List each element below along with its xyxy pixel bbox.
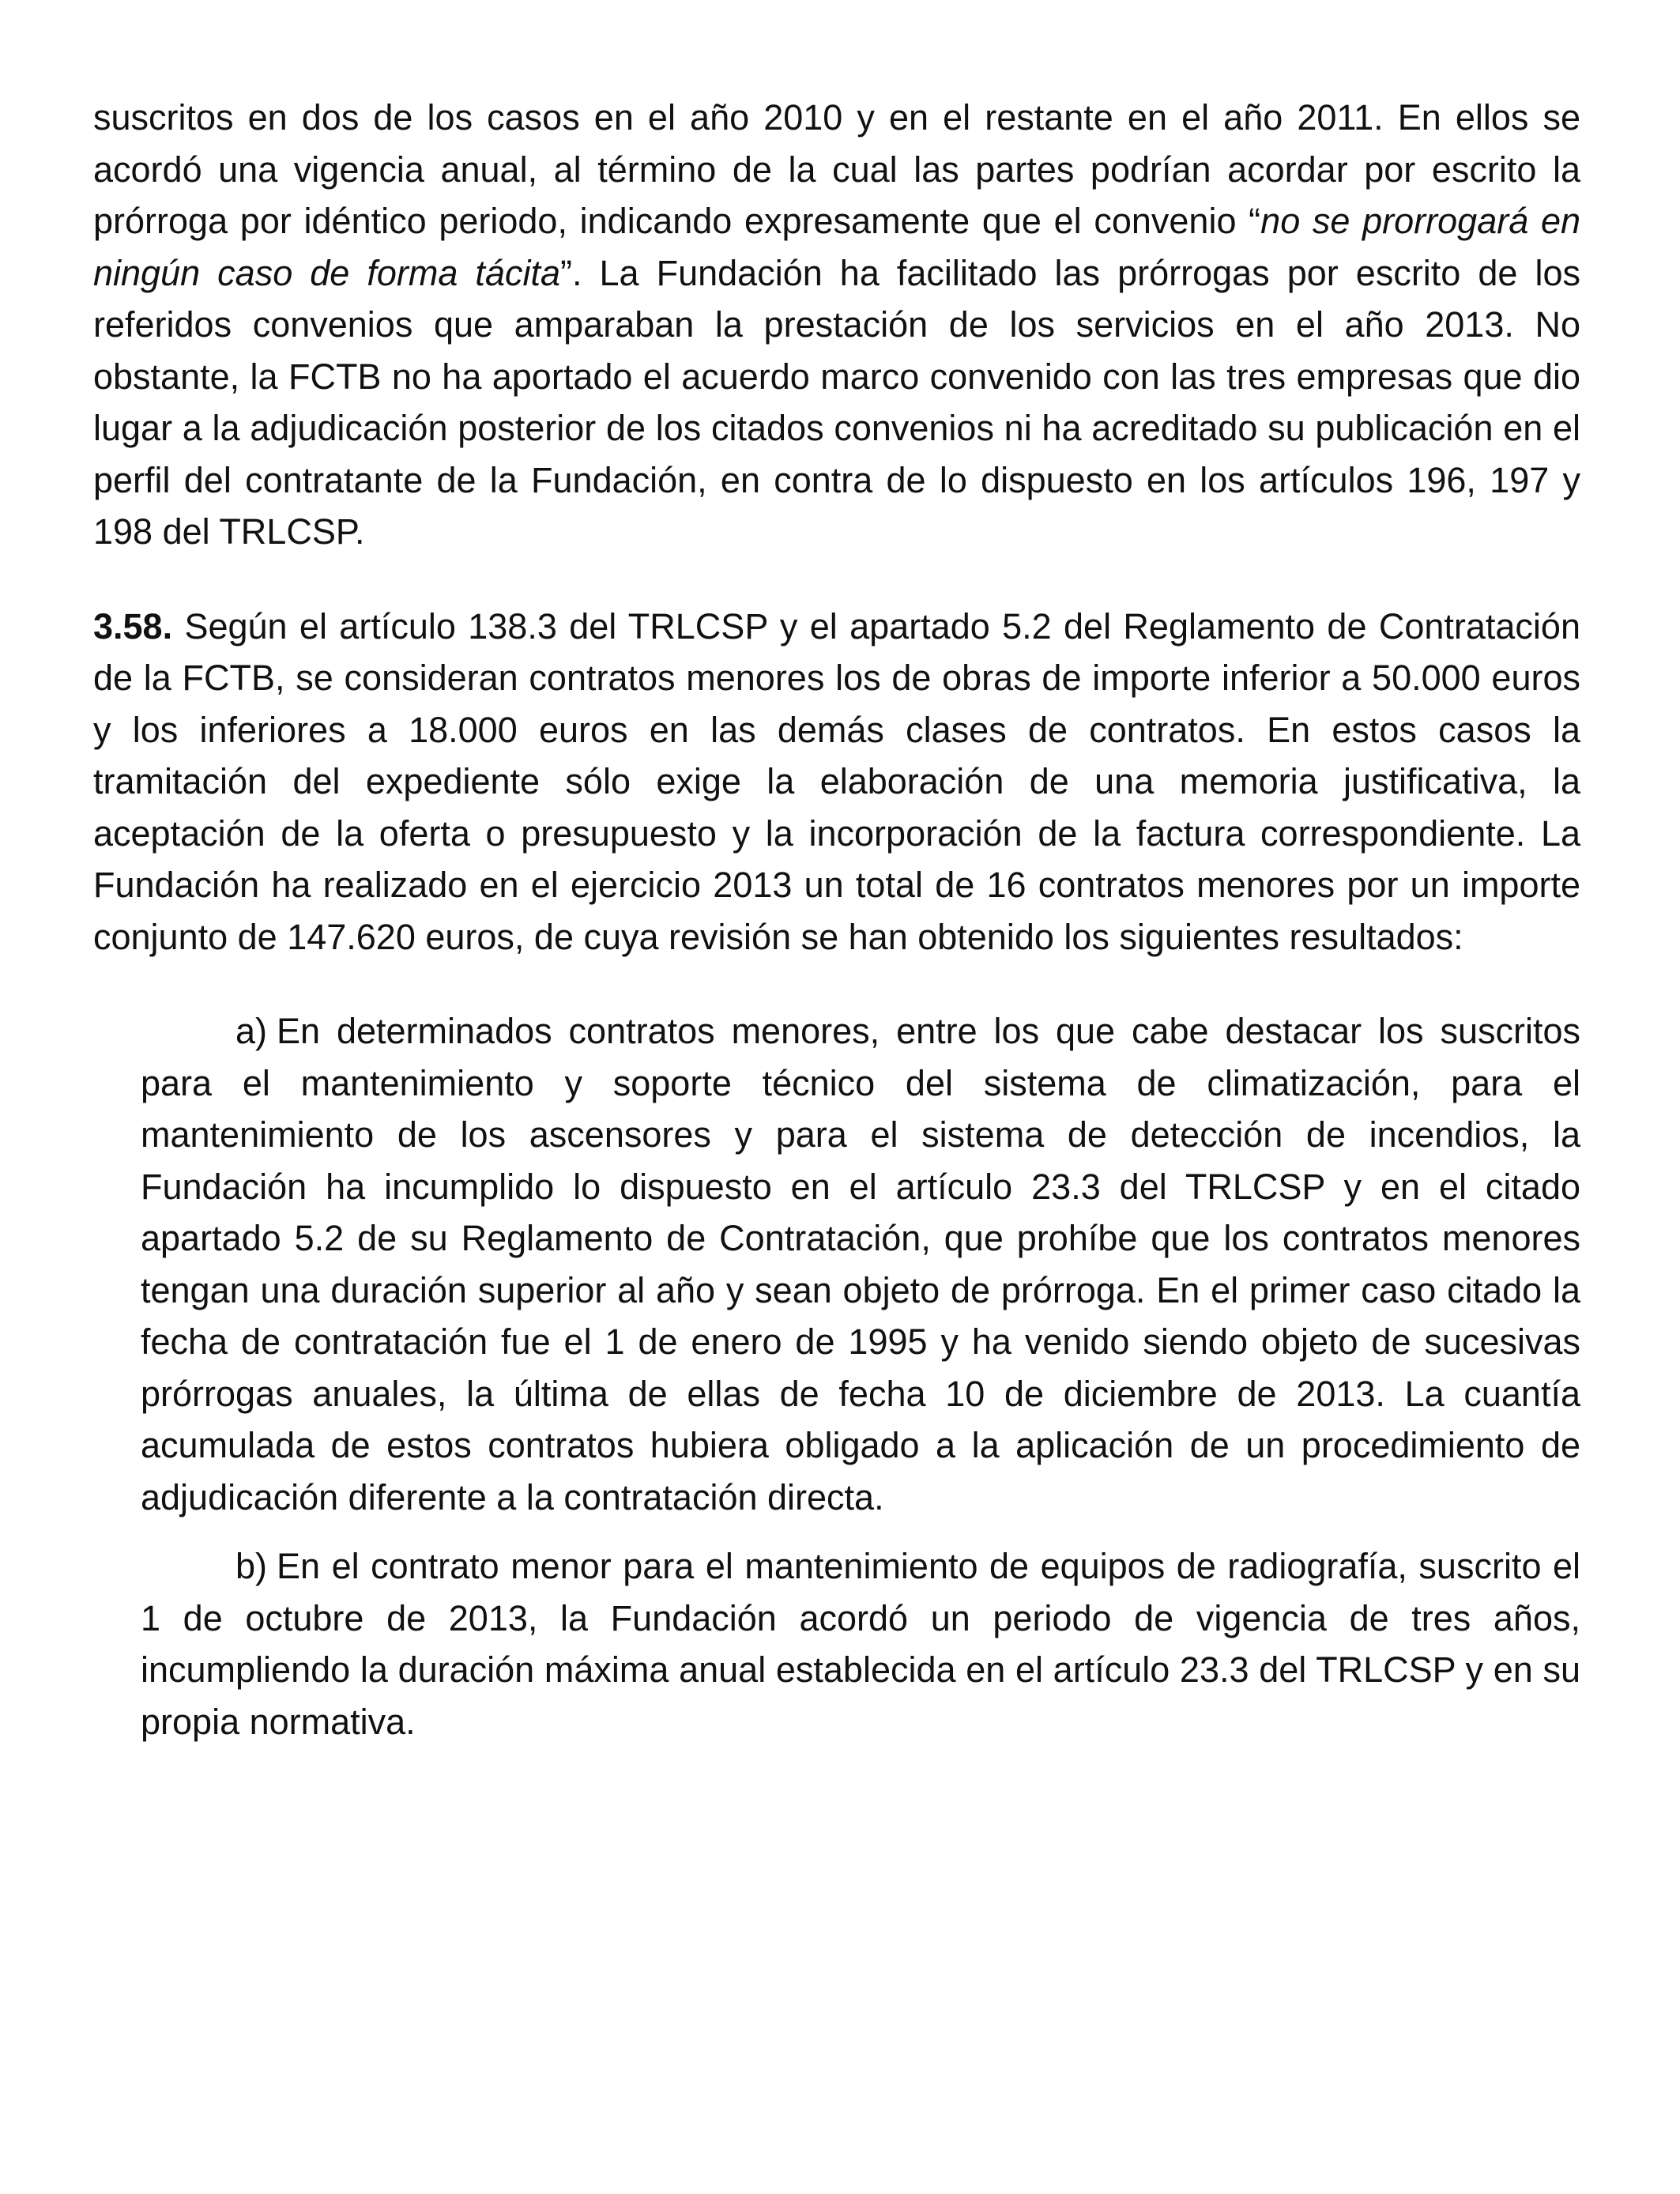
paragraph-text: Según el artículo 138.3 del TRLCSP y el apartado 5.2 del Reglamento de Contratación de la FCTB, se consideran contratos menores los de obras de importe inferior a 50.000 euros y los inferiores a 18.000 euros en las demás clases de contratos. En estos casos la tramitación del expediente sólo exige la elaboración de una memoria justificativa, la aceptación de la oferta o presupuesto y la incorporación de la factura correspondiente. La Fundación ha realizado en el ejercicio 2013 un total de 16 contratos menores por un importe conjunto de 147.620 euros, de cuya revisión se han obtenido los siguientes resultados:: [93, 605, 1580, 957]
document-page: [93, 92, 1580, 1747]
list-marker-a: a): [235, 1011, 268, 1051]
paragraph-3-58: [93, 601, 1580, 963]
paragraph-text-before-quote: suscritos en dos de los casos en el año 2010 y en el restante en el año 2011. En ellos se acordó una vigencia anual, al término de la cual las partes podrían acordar por escrito la prórroga por idéntico periodo, indicando expresamente que el convenio “: [93, 97, 1580, 241]
quoted-clause: no se prorrogará en ningún caso de forma tácita: [93, 201, 1580, 293]
paragraph-text-after-quote: ”. La Fundación ha facilitado las prórrogas por escrito de los referidos convenios que amparaban la prestación de los servicios en el año 2013. No obstante, la FCTB no ha aportado el acuerdo marco convenido con las tres empresas que dio lugar a la adjudicación posterior de los citados convenios ni ha acreditado su publicación en el perfil del contratante de la Fundación, en contra de lo dispuesto en los artículos 196, 197 y 198 del TRLCSP.: [93, 252, 1580, 552]
paragraph-number: 3.58.: [93, 605, 173, 647]
list-marker-b: b): [235, 1546, 268, 1586]
list-item-b: [141, 1540, 1580, 1747]
list-item-a: [141, 1005, 1580, 1523]
list-item-text: En el contrato menor para el mantenimiento de equipos de radiografía, suscrito el 1 de octubre de 2013, la Fundación acordó un periodo de vigencia de tres años, incumpliendo la duración máxima anual establecida en el artículo 23.3 del TRLCSP y en su propia normativa.: [141, 1546, 1580, 1742]
paragraph-continuation: [93, 92, 1580, 558]
list-item-text: En determinados contratos menores, entre los que cabe destacar los suscritos para el mantenimiento y soporte técnico del sistema de climatización, para el mantenimiento de los ascensores y para el sistema de detección de incendios, la Fundación ha incumplido lo dispuesto en el artículo 23.3 del TRLCSP y en el citado apartado 5.2 de su Reglamento de Contratación, que prohíbe que los contratos menores tengan una duración superior al año y sean objeto de prórroga. En el primer caso citado la fecha de contratación fue el 1 de enero de 1995 y ha venido siendo objeto de sucesivas prórrogas anuales, la última de ellas de fecha 10 de diciembre de 2013. La cuantía acumulada de estos contratos hubiera obligado a la aplicación de un procedimiento de adjudicación diferente a la contratación directa.: [141, 1011, 1580, 1517]
